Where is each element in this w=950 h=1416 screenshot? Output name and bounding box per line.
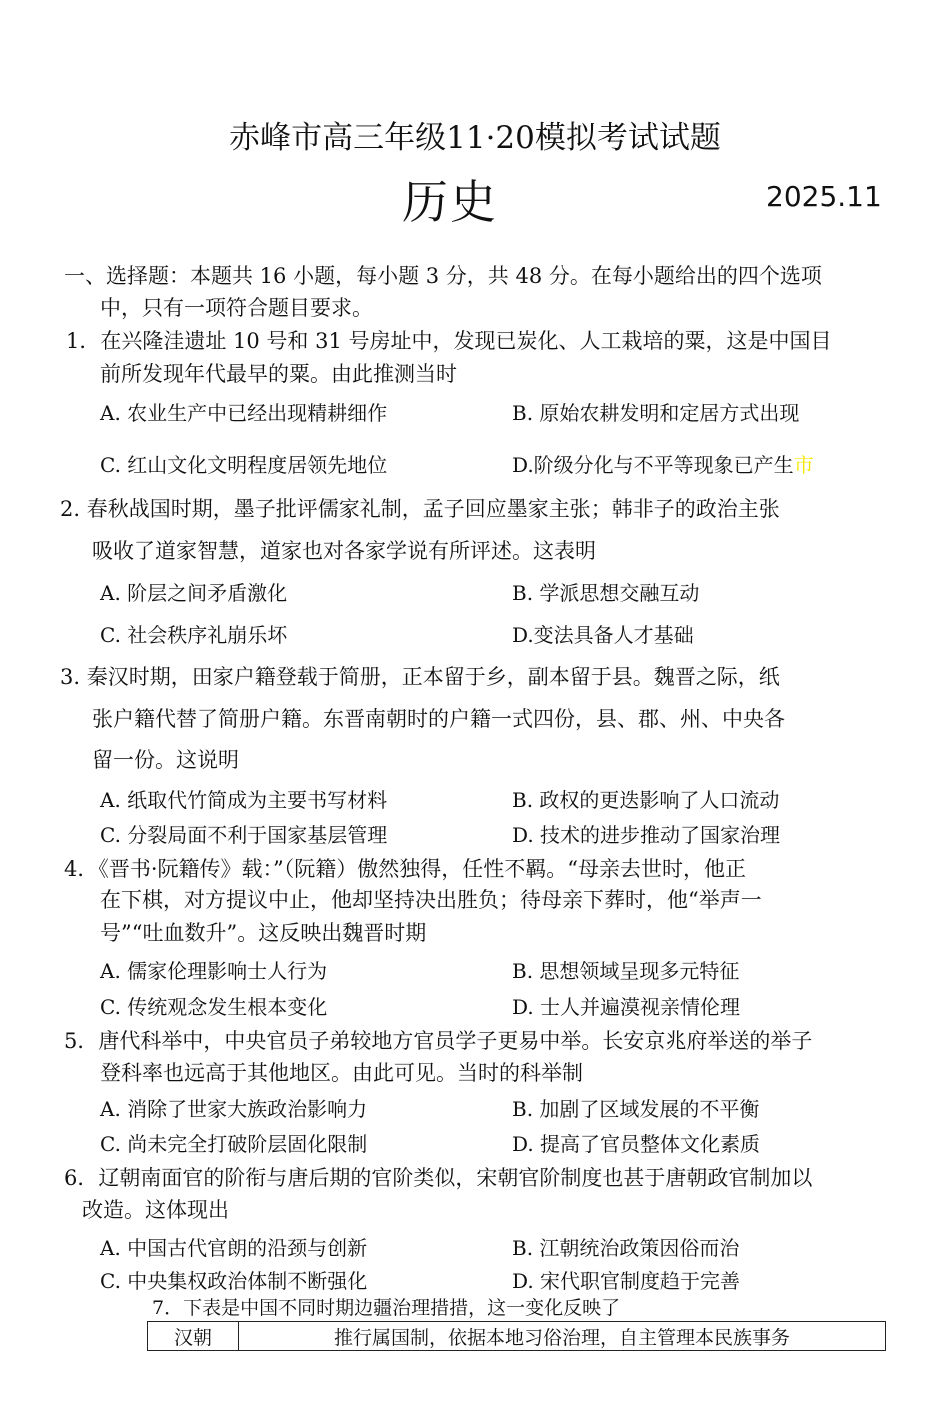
q5-stem-line-2: 登科率也远高于其他地区。由此可见。当时的科举制 [100, 1061, 583, 1085]
q4-stem-line-3: 号”“吐血数升”。这反映出魏晋时期 [100, 921, 427, 945]
table-cell-measure: 推行属国制，依据本地习俗治理，自主管理本民族事务 [239, 1322, 886, 1351]
q6-option-d: D. 宋代职官制度趋于完善 [512, 1269, 741, 1293]
q1-option-b: B. 原始农耕发明和定居方式出现 [512, 401, 800, 425]
q5-option-d: D. 提高了官员整体文化素质 [512, 1132, 761, 1156]
table-cell-dynasty: 汉朝 [148, 1322, 239, 1351]
q5-option-b: B. 加剧了区域发展的不平衡 [512, 1097, 760, 1121]
exam-date: 2025.11 [766, 180, 882, 213]
q5-option-a: A. 消除了世家大族政治影响力 [100, 1097, 368, 1121]
q1-option-c: C. 红山文化文明程度居领先地位 [100, 453, 388, 477]
exam-title: 赤峰市高三年级11·20模拟考试试题 [229, 120, 721, 156]
q3-option-a: A. 纸取代竹简成为主要书写材料 [100, 788, 388, 812]
q7-stem: 7．下表是中国不同时期边疆治理措措，这一变化反映了 [152, 1297, 621, 1319]
q4-option-d: D. 士人并遍漠视亲情伦理 [512, 995, 741, 1019]
q1-stem-line-2: 前所发现年代最早的粟。由此推测当时 [100, 362, 457, 386]
q6-option-c: C. 中央集权政治体制不断强化 [100, 1269, 368, 1293]
q4-stem-line-2: 在下棋，对方提议中止，他却坚持决出胜负；待母亲下葬时，他“举声一 [100, 888, 762, 912]
watermark-mark: 市 [793, 453, 814, 477]
q2-stem-line-1: 2. 春秋战国时期，墨子批评儒家礼制，孟子回应墨家主张；韩非子的政治主张 [60, 497, 780, 521]
q6-option-b: B. 江朝统治政策因俗而治 [512, 1236, 740, 1260]
q2-option-b: B. 学派思想交融互动 [512, 581, 700, 605]
q6-stem-line-1: 6．辽朝南面官的阶衔与唐后期的官阶类似，宋朝官阶制度也甚于唐朝政官制加以 [64, 1166, 813, 1190]
q5-option-c: C. 尚未完全打破阶层固化限制 [100, 1132, 368, 1156]
q1-option-d [512, 451, 814, 479]
q2-stem-line-2: 吸收了道家智慧，道家也对各家学说有所评述。这表明 [92, 539, 596, 563]
q7-table [147, 1321, 886, 1351]
q4-option-c: C. 传统观念发生根本变化 [100, 995, 328, 1019]
q2-option-d: D.变法具备人才基础 [512, 623, 694, 647]
subject-title: 历史 [402, 175, 498, 229]
q6-option-a: A. 中国古代官朗的沿颈与创新 [100, 1236, 368, 1260]
section-instruction-line-1: 一、选择题：本题共 16 小题，每小题 3 分，共 48 分。在每小题给出的四个选项 [64, 264, 822, 288]
q4-option-b: B. 思想领域呈现多元特征 [512, 959, 740, 983]
q1-stem-line-1: 1．在兴隆洼遗址 10 号和 31 号房址中，发现已炭化、人工栽培的粟，这是中国目 [66, 329, 832, 353]
table-row [148, 1322, 886, 1351]
q3-option-d: D. 技术的进步推动了国家治理 [512, 823, 781, 847]
q3-stem-line-3: 留一份。这说明 [92, 748, 239, 772]
q4-stem-line-1: 4．《晋书·阮籍传》载：”（阮籍）傲然独得，任性不羁。“母亲去世时，他正 [64, 857, 747, 881]
q4-option-a: A. 儒家伦理影响士人行为 [100, 959, 328, 983]
q3-option-b: B. 政权的更迭影响了人口流动 [512, 788, 780, 812]
q1-option-d-text: D.阶级分化与不平等现象已产生 [512, 453, 794, 477]
q2-option-a: A. 阶层之间矛盾激化 [100, 581, 288, 605]
q2-option-c: C. 社会秩序礼崩乐坏 [100, 623, 288, 647]
q3-option-c: C. 分裂局面不利于国家基层管理 [100, 823, 388, 847]
section-instruction-line-2: 中，只有一项符合题目要求。 [100, 296, 373, 320]
q1-option-a: A. 农业生产中已经出现精耕细作 [100, 401, 388, 425]
q5-stem-line-1: 5．唐代科举中，中央官员子弟较地方官员学子更易中举。长安京兆府举送的举子 [64, 1029, 813, 1053]
q3-stem-line-2: 张户籍代替了简册户籍。东晋南朝时的户籍一式四份，县、郡、州、中央各 [92, 707, 785, 731]
q3-stem-line-1: 3. 秦汉时期，田家户籍登载于简册，正本留于乡，副本留于县。魏晋之际，纸 [60, 665, 780, 689]
q6-stem-line-2: 改造。这体现出 [82, 1198, 229, 1222]
